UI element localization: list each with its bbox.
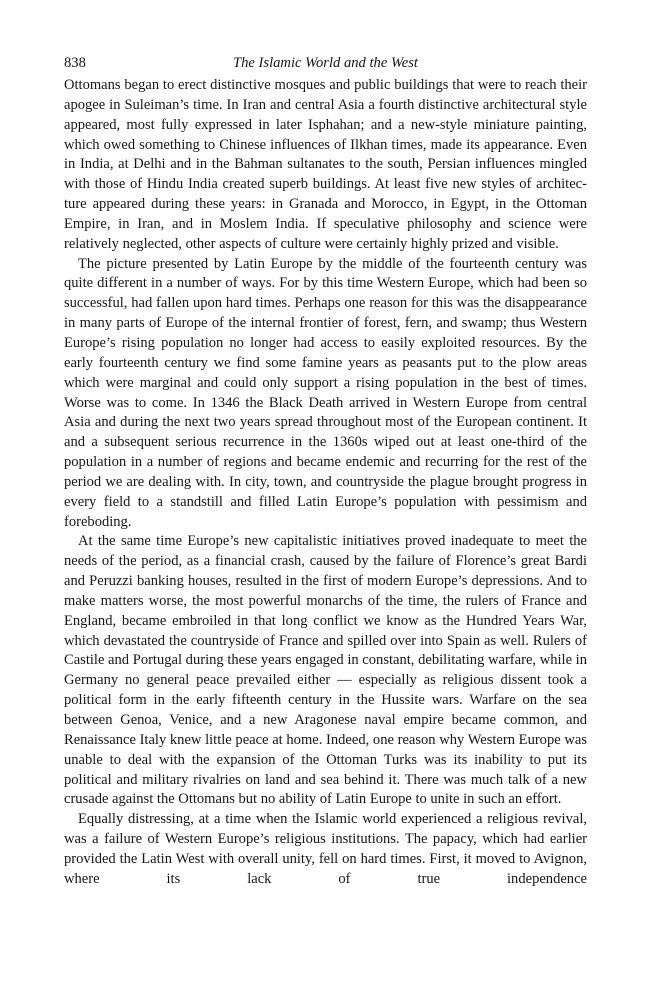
running-head bbox=[64, 52, 587, 74]
paragraph-continued: Ottomans began to erect distinctive mosques and public buildings that were to reach their apogee in Suleiman’s time. In Iran and central Asia a fourth distinctive architectural style appeared, most fully expressed in later Isphahan; and a new-style miniature painting, which owed something to Chinese influences of Ilkhan times, made its appearance. Even in India, at Delhi and in the Bahman sultanates to the south, Persian influences mingled with those of Hindu India created superb buildings. At least five new styles of architecture appeared during these years: in Granada and Morocco, in Egypt, in the Ottoman Empire, in Iran, and in Moslem India. If speculative philosophy and science were relatively neglected, other aspects of culture were certainly highly prized and visible. bbox=[64, 77, 587, 252]
page-number: 838 bbox=[64, 55, 86, 71]
paragraph-latin-europe: The picture presented by Latin Europe by the middle of the fourteenth century was quite different in a number of ways. For by this time Western Europe, which had been so successful, had fallen upon hard times. Perhaps one reason for this was the disappearance in many parts of Europe of the internal frontier of forest, fern, and swamp; thus Western Europe’s rising population no longer had access to easily exploited resources. By the early fourteenth century we find some famine years as peasants put to the plow areas which were marginal and could only support a rising population in the best of times. Worse was to come. In 1346 the Black Death arrived in Western Europe from central Asia and during the next two years spread throughout most of the European continent. It and a subsequent serious recurrence in the 1360s wiped out at least one-third of the population in a number of regions and became endemic and recurring for the rest of the period we are dealing with. In city, town, and countryside the plague brought progress in every field to a standstill and filled Latin Europe’s population with pessimism and foreboding. bbox=[64, 255, 587, 530]
paragraph-religious-institutions: Equally distressing, at a time when the Islamic world experienced a religious revival, was a failure of Western Europe’s religious institutions. The papacy, which had earlier provided the Latin West with overall unity, fell on hard times. First, it moved to Avignon, where its lack of true independence bbox=[64, 811, 587, 887]
running-title: The Islamic World and the West bbox=[233, 55, 418, 71]
paragraph-capitalistic-initiatives: At the same time Europe’s new capitalistic initiatives proved inadequate to meet the needs of the period, as a financial crash, caused by the failure of Florence’s great Bardi and Peruzzi banking houses, resulted in the first of modern Europe’s depressions. And to make matters worse, the most powerful monarchs of the time, the rulers of France and England, became embroiled in that long conflict we know as the Hundred Years War, which devastated the countryside of France and spilled over into Spain as well. Rulers of Castile and Portugal during these years engaged in constant, debilitating warfare, while in Germany no general peace prevailed either — especially as religious dissent took a political form in the early fifteenth century in the Hussite wars. Warfare on the sea between Genoa, Venice, and a new Aragonese naval empire became common, and Renaissance Italy knew little peace at home. Indeed, one reason why Western Europe was unable to deal with the expansion of the Ottoman Turks was its inability to put its political and military rivalries on land and sea behind it. There was much talk of a new crusade against the Ottomans but no ability of Latin Europe to unite in such an effort. bbox=[64, 533, 587, 808]
